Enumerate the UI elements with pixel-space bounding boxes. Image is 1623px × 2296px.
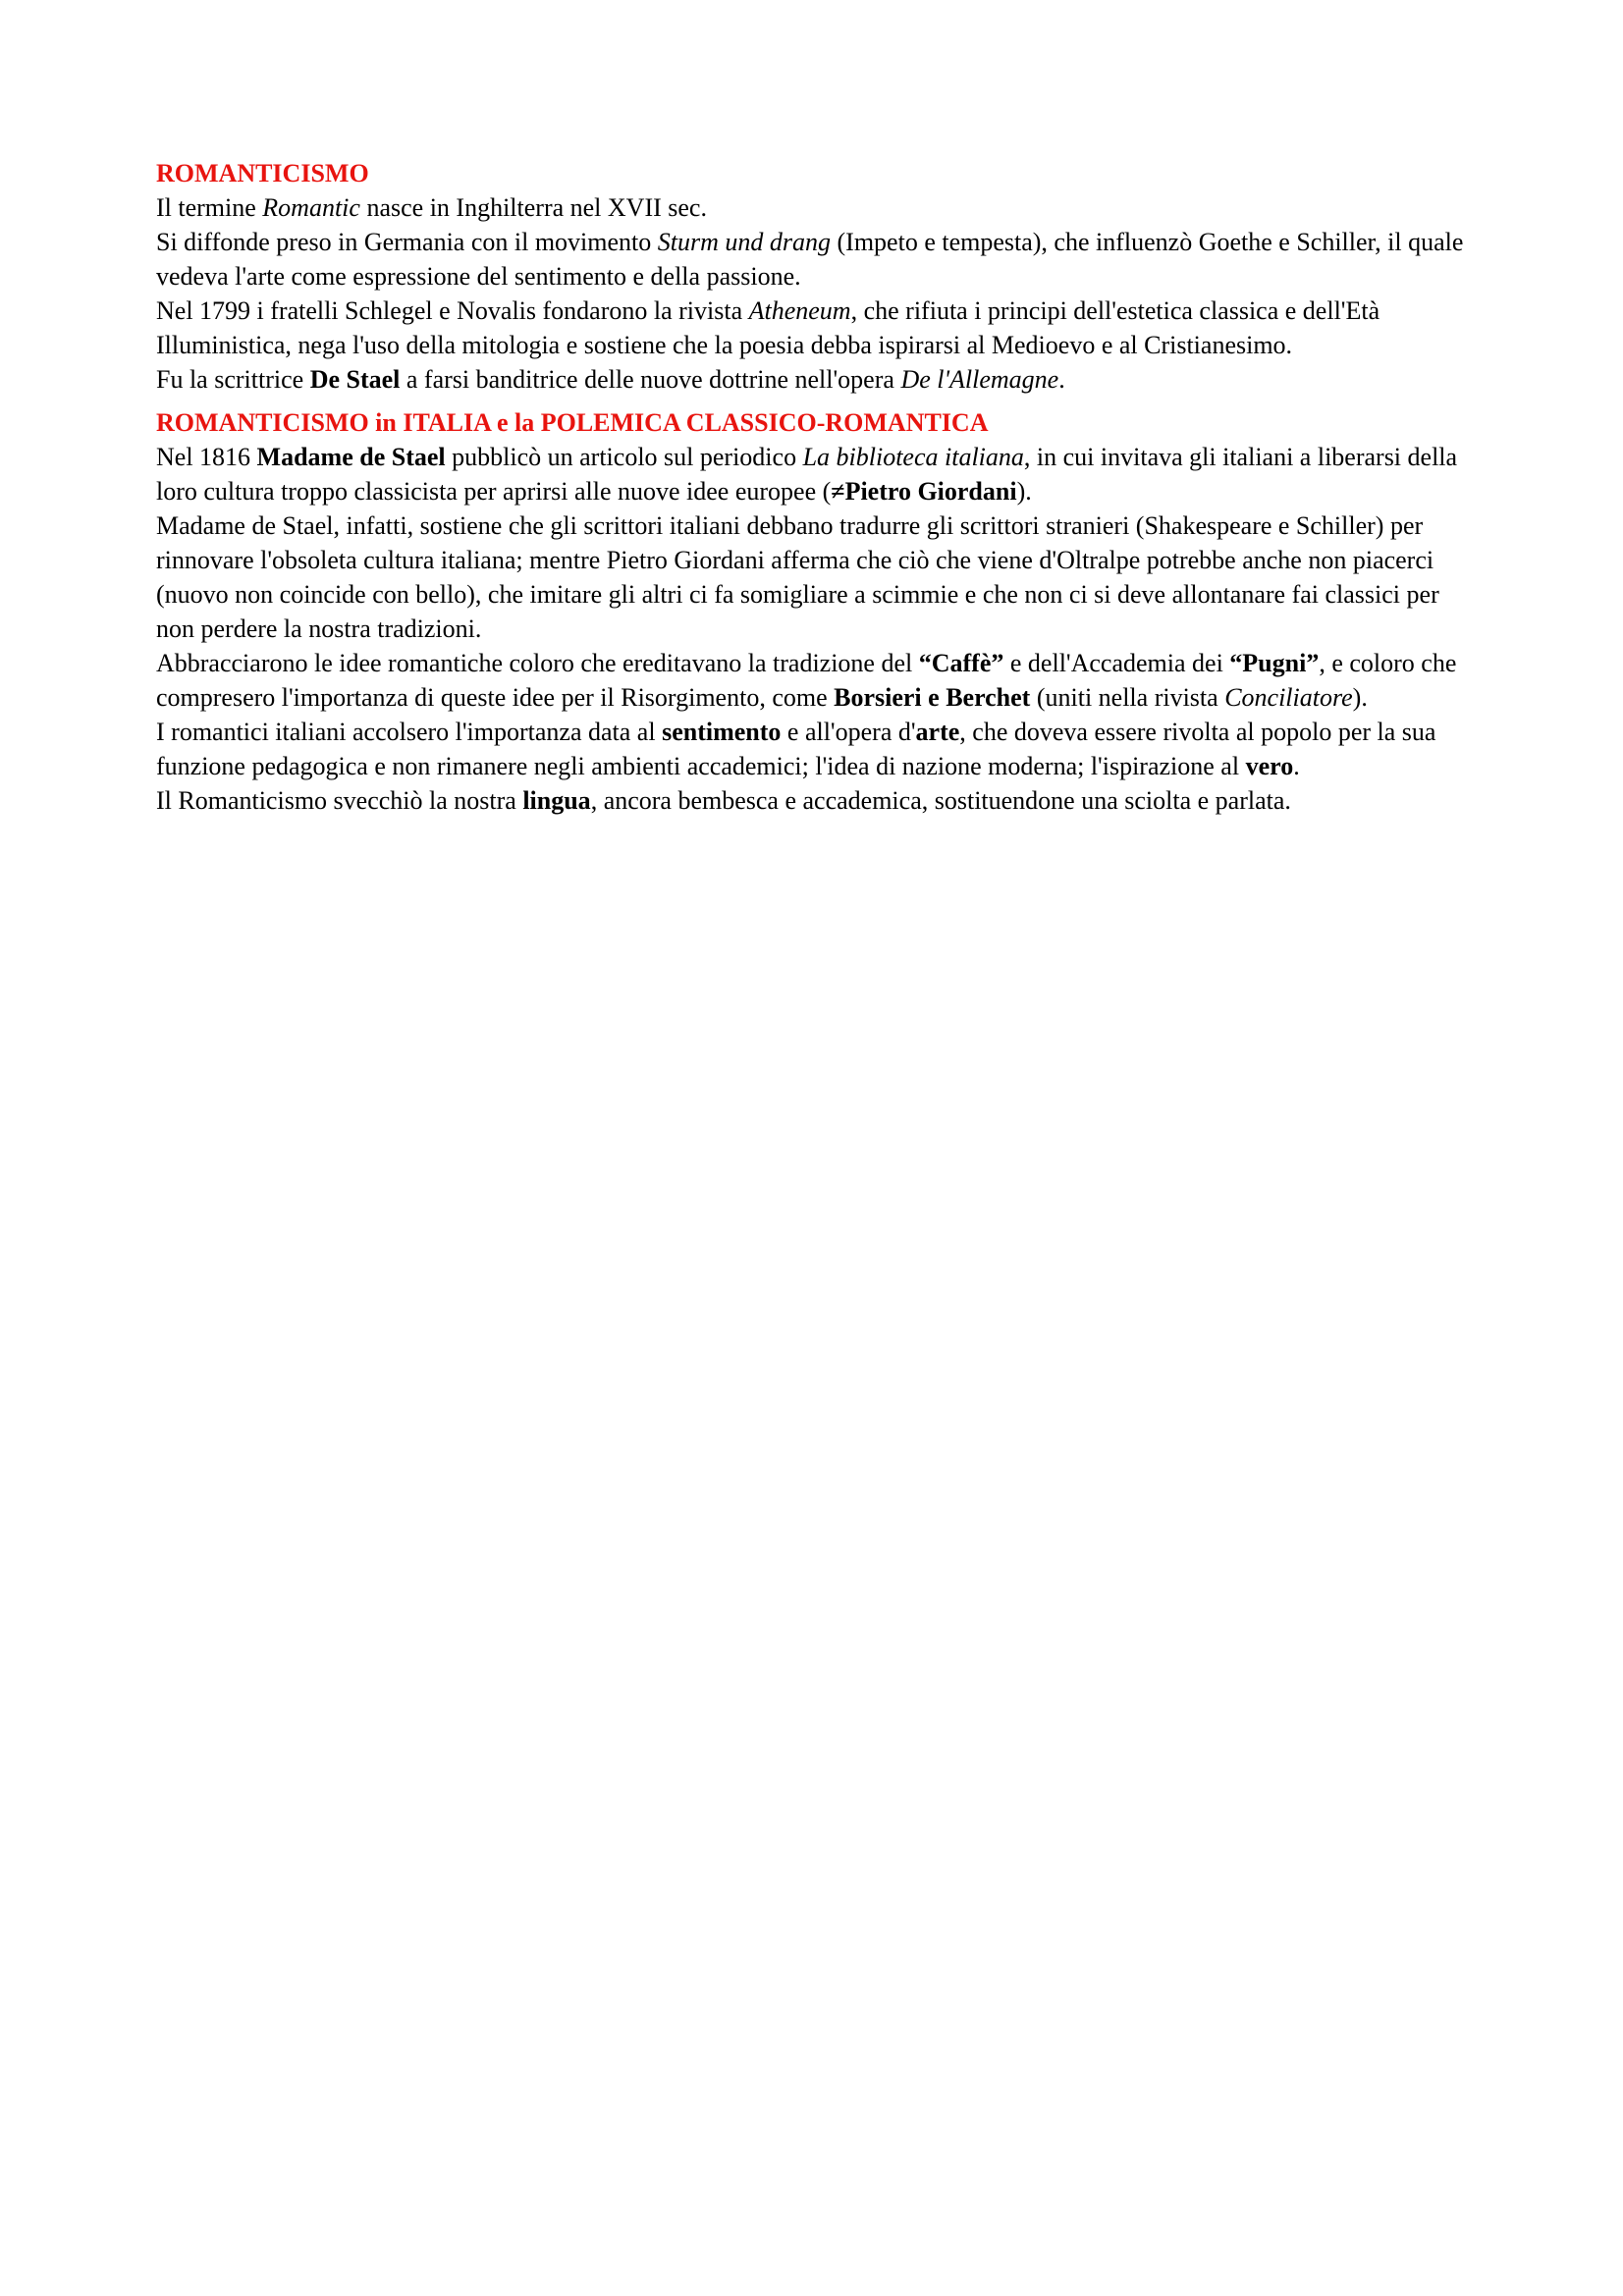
text-run: ). — [1016, 477, 1032, 506]
text-run: e all'opera d' — [781, 718, 916, 746]
bold-term-pietro-giordani: ≠Pietro Giordani — [831, 477, 1017, 506]
text-run: (Impeto e tempesta), che influenzò Goethe e Schiller, il quale vedeva l'arte come espressione del sentimento e della passione. — [156, 228, 1464, 291]
bold-term-caffe: “Caffè” — [918, 649, 1004, 677]
text-run: Nel 1799 i fratelli Schlegel e Novalis fondarono la rivista — [156, 296, 749, 325]
text-run: , che rifiuta i principi dell'estetica classica e dell'Età Illuministica, nega l'uso della mitologia e sostiene che la poesia debba ispirarsi al Medioevo e al Cristianesimo. — [156, 296, 1380, 359]
italic-term-biblioteca-italiana: La biblioteca italiana — [802, 443, 1024, 471]
text-run: pubblicò un articolo sul periodico — [445, 443, 803, 471]
text-run: Il Romanticismo svecchiò la nostra — [156, 786, 523, 815]
paragraph-romantic-origin — [156, 190, 1484, 225]
text-run: ). — [1352, 683, 1368, 712]
text-run: , in cui invitava gli italiani a liberarsi della loro cultura troppo classicista per aprirsi alle nuove idee europee ( — [156, 443, 1458, 506]
paragraph-madame-de-stael — [156, 440, 1484, 508]
bold-term-borsieri-berchet: Borsieri e Berchet — [834, 683, 1031, 712]
bold-term-madame-de-stael: Madame de Stael — [256, 443, 446, 471]
bold-term-de-stael: De Stael — [309, 365, 401, 394]
text-run: Si diffonde preso in Germania con il movimento — [156, 228, 658, 256]
text-run: , e coloro che compresero l'importanza di queste idee per il Risorgimento, come — [156, 649, 1457, 712]
text-run: . — [1293, 752, 1300, 780]
paragraph-romantici-italiani — [156, 715, 1484, 783]
text-run: , ancora bembesca e accademica, sostituendone una sciolta e parlata. — [590, 786, 1291, 815]
paragraph-lingua — [156, 783, 1484, 818]
text-run: a farsi banditrice delle nuove dottrine nell'opera — [400, 365, 901, 394]
bold-term-pugni: “Pugni” — [1229, 649, 1320, 677]
text-run: Il termine — [156, 193, 263, 222]
text-run: (uniti nella rivista — [1030, 683, 1225, 712]
text-run: e dell'Accademia dei — [1003, 649, 1230, 677]
text-run: I romantici italiani accolsero l'importanza data al — [156, 718, 663, 746]
section-heading-romanticismo: ROMANTICISMO — [156, 159, 369, 187]
italic-term-romantic: Romantic — [262, 193, 360, 222]
text-run: , che doveva essere rivolta al popolo per la sua funzione pedagogica e non rimanere negli ambienti accademici; l'idea di nazione moderna; l'ispirazione al — [156, 718, 1436, 780]
text-run: . — [1058, 365, 1065, 394]
paragraph-germany — [156, 225, 1484, 294]
paragraph-polemica: Madame de Stael, infatti, sostiene che gli scrittori italiani debbano tradurre gli scrittori stranieri (Shakespeare e Schiller) per rinnovare l'obsoleta cultura italiana; mentre Pietro Giordani afferma che ciò che viene d'Oltralpe potrebbe anche non piacerci (nuovo non coincide con bello), che imitare gli altri ci fa somigliare a scimmie e che non ci si deve allontanare fai classici per non perdere la nostra tradizioni. — [156, 511, 1439, 643]
italic-term-de-l-allemagne: De l'Allemagne — [900, 365, 1059, 394]
bold-term-sentimento: sentimento — [662, 718, 782, 746]
section-heading-romanticismo-italia: ROMANTICISMO in ITALIA e la POLEMICA CLASSICO-ROMANTICA — [156, 408, 989, 437]
text-run: Fu la scrittrice — [156, 365, 310, 394]
paragraph-de-stael — [156, 362, 1484, 397]
italic-term-atheneum: Atheneum — [748, 296, 851, 325]
bold-term-vero: vero — [1245, 752, 1294, 780]
text-run: Nel 1816 — [156, 443, 257, 471]
bold-term-arte: arte — [915, 718, 960, 746]
text-run: Abbracciarono le idee romantiche coloro che ereditavano la tradizione del — [156, 649, 919, 677]
paragraph-caffe-pugni — [156, 646, 1484, 715]
italic-term-sturm-und-drang: Sturm und drang — [657, 228, 832, 256]
italic-term-conciliatore: Conciliatore — [1224, 683, 1353, 712]
document-body — [156, 156, 1484, 818]
bold-term-lingua: lingua — [522, 786, 591, 815]
paragraph-atheneum — [156, 294, 1484, 362]
text-run: nasce in Inghilterra nel XVII sec. — [359, 193, 707, 222]
